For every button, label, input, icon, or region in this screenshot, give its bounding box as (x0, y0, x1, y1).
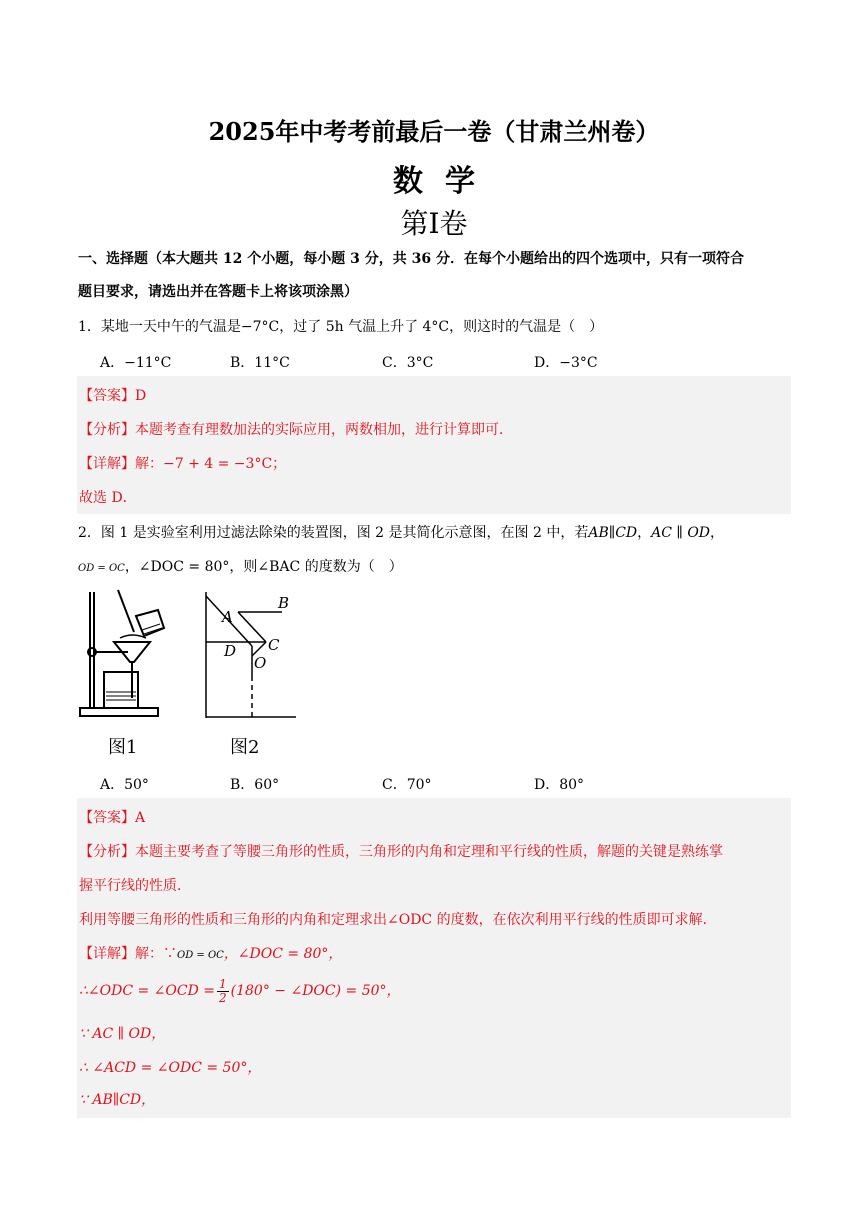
figure-1-caption: 图1 (108, 737, 138, 758)
section-instructions-line2: 题目要求，请选出并在答题卡上将该项涂黑） (78, 284, 358, 300)
q1-answer: D (135, 388, 147, 404)
q2-stem1: 2．图 1 是实验室利用过滤法除染的装置图，图 2 是其简化示意图，在图 2 中，若 (78, 525, 589, 541)
figure-1-filtration-apparatus (76, 588, 172, 722)
q2-option-b: B．60° (230, 777, 280, 793)
q1-conclusion: 故选 D． (79, 490, 137, 506)
q2-cond-ac-od: AC ∥ OD (651, 525, 711, 541)
q2-step1-denominator: 2 (219, 990, 227, 1005)
q2-detail-cond: OD = OC (177, 950, 224, 961)
fig2-label-c: C (268, 636, 280, 654)
fig2-label-b: B (278, 594, 290, 612)
fig2-label-d: D (224, 642, 237, 660)
q2-analysis-line1 (79, 842, 723, 862)
q2-detail-angle: ，∠DOC = 80°， (223, 946, 343, 962)
q2-analysis1: 本题主要考查了等腰三角形的性质，三角形的内角和定理和平行线的性质，解题的关键是熟练掌 (135, 844, 723, 860)
subject-heading: 数学 (393, 164, 497, 199)
q2-step1-fraction (217, 978, 229, 1005)
fig2-label-o: O (254, 654, 267, 672)
q1-option-c: C．3°C (382, 355, 434, 371)
q1-option-a: A．−11°C (100, 355, 172, 371)
q2-option-c: C．70° (382, 777, 432, 793)
q2-step1-numerator: 1 (219, 976, 227, 991)
q2-step1 (79, 976, 401, 1006)
q1-analysis: 本题考查有理数加法的实际应用，两数相加，进行计算即可． (135, 422, 513, 438)
q2-sep2: ， (710, 525, 725, 541)
q1-answer-line (79, 386, 146, 406)
q2-step1-left: ∴∠ODC = ∠OCD = (79, 983, 216, 999)
q2-answer-tag: 【答案】 (79, 810, 135, 826)
q2-cond-od-oc: OD = OC (78, 563, 125, 574)
q1-answer-tag: 【答案】 (79, 388, 135, 404)
q1-option-b: B．11°C (230, 355, 290, 371)
q1-option-d: D．−3°C (534, 355, 598, 371)
q2-step4: ∵ AB∥CD， (79, 1092, 156, 1108)
page-title: 2025年中考考前最后一卷（甘肃兰州卷） (208, 117, 660, 146)
q1-answer-box (77, 376, 791, 514)
q2-analysis-tag: 【分析】 (79, 844, 135, 860)
q2-detail-tag: 【详解】 (79, 946, 135, 962)
q1-analysis-tag: 【分析】 (79, 422, 135, 438)
q2-option-d: D．80° (534, 777, 585, 793)
question-2-stem-line2 (78, 556, 403, 580)
question-2-stem-line1 (78, 522, 724, 544)
q2-answer-line (79, 808, 145, 828)
figure-2-simplified-diagram (200, 590, 300, 720)
q1-detail-line (79, 454, 286, 474)
section-instructions-line1: 一、选择题（本大题共 12 个小题，每小题 3 分，共 36 分．在每个小题给出的四个选项中，只有一项符合 (78, 251, 744, 267)
q2-step2: ∵ AC ∥ OD， (79, 1026, 166, 1042)
q2-detail-intro: 解：∵ (135, 946, 177, 962)
q2-option-a: A．50° (100, 777, 149, 793)
volume-heading: 第I卷 (400, 207, 468, 240)
q2-answer-box (77, 798, 791, 1118)
figure-2-caption: 图2 (230, 737, 260, 758)
q2-cond-ab-cd: AB∥CD (588, 525, 638, 541)
q2-analysis-line2: 握平行线的性质． (79, 878, 191, 894)
question-1-stem: 1．某地一天中午的气温是−7°C，过了 5h 气温上升了 4°C，则这时的气温是（ ） (78, 319, 604, 335)
q2-answer: A (135, 810, 146, 826)
q1-detail-tag: 【详解】 (79, 456, 135, 472)
q2-sep1: ， (637, 525, 652, 541)
q1-detail: 解：−7 + 4 = −3°C； (135, 456, 287, 472)
q2-step3: ∴ ∠ACD = ∠ODC = 50°， (79, 1060, 262, 1076)
q1-analysis-line (79, 420, 513, 440)
q2-step1-right: (180° − ∠DOC) = 50°， (230, 983, 401, 999)
q2-detail-line (79, 944, 342, 966)
q2-stem2: ，∠DOC = 80°，则∠BAC 的度数为（ ） (124, 559, 403, 575)
fig2-label-a: A (222, 608, 233, 626)
q2-analysis-line3: 利用等腰三角形的性质和三角形的内角和定理求出∠ODC 的度数，在依次利用平行线的性质即可求解． (79, 912, 717, 928)
